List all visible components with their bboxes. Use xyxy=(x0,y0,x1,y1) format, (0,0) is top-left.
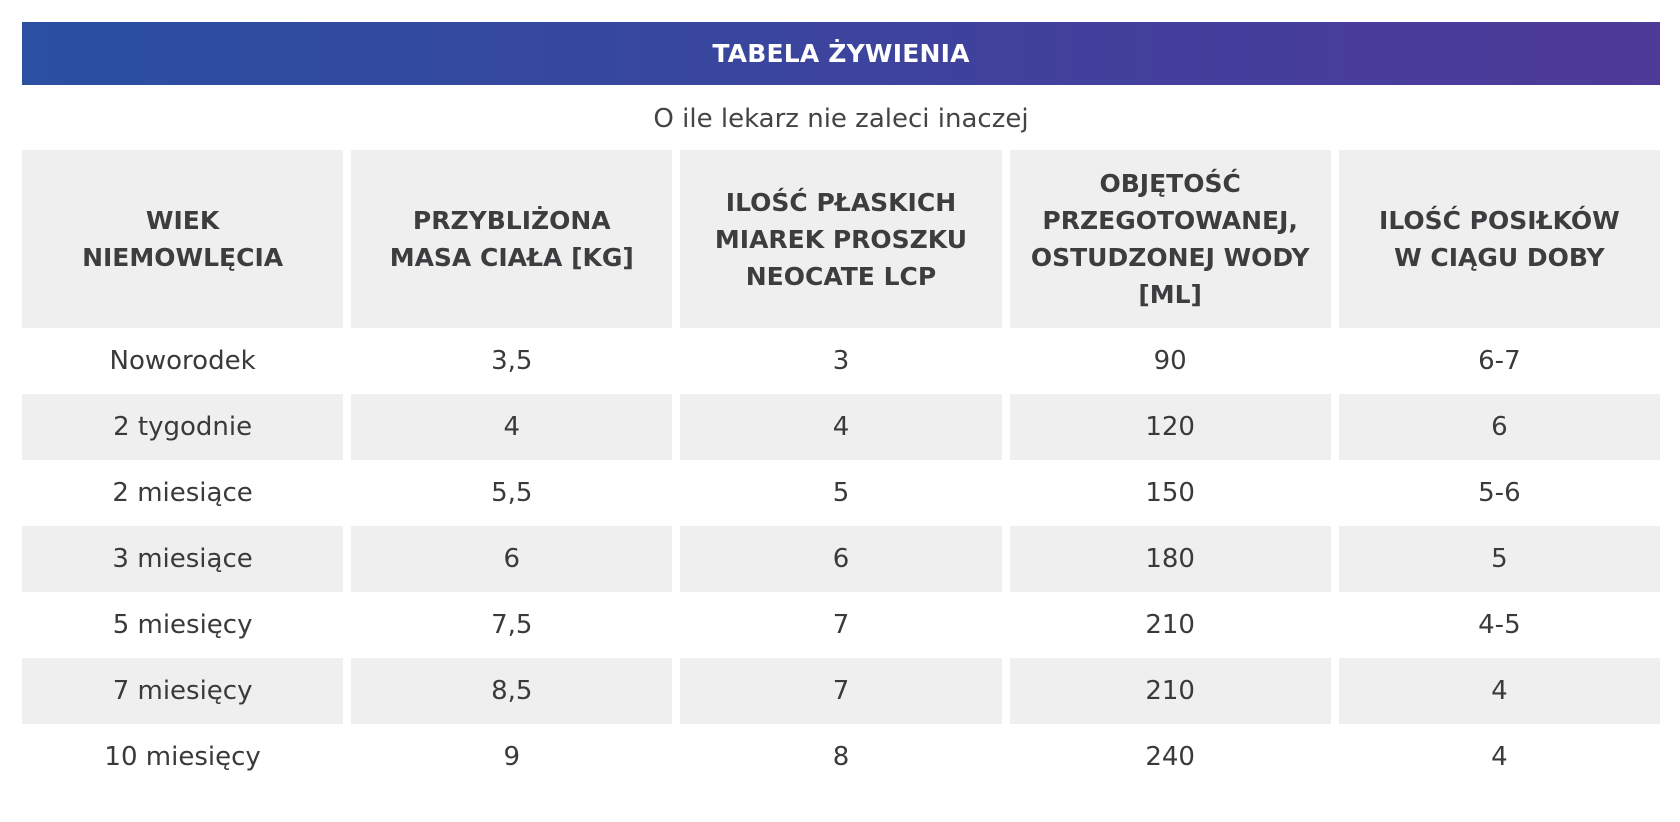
cell-age: 7 miesięcy xyxy=(22,658,343,724)
column-header-weight: PRZYBLIŻONA MASA CIAŁA [KG] xyxy=(351,150,672,328)
cell-water-volume: 120 xyxy=(1010,394,1331,460)
table-title-banner xyxy=(22,22,1660,85)
cell-water-volume: 180 xyxy=(1010,526,1331,592)
cell-age: 3 miesiące xyxy=(22,526,343,592)
cell-water-volume: 240 xyxy=(1145,742,1195,772)
cell-weight: 9 xyxy=(503,742,521,772)
cell-scoops: 8 xyxy=(832,742,850,772)
column-header-water-volume: OBJĘTOŚĆ PRZEGOTOWANEJ, OSTUDZONEJ WODY [ML] xyxy=(1010,150,1331,328)
cell-water-volume: 210 xyxy=(1145,610,1195,640)
column-header-scoops: ILOŚĆ PŁASKICH MIAREK PROSZKU NEOCATE LCP xyxy=(680,150,1001,328)
cell-scoops: 6 xyxy=(680,526,1001,592)
column-header-meals-per-day: ILOŚĆ POSIŁKÓW W CIĄGU DOBY xyxy=(1339,150,1660,328)
table-header xyxy=(22,150,1660,328)
cell-water-volume: 150 xyxy=(1145,478,1195,508)
table-row xyxy=(22,394,1660,460)
cell-weight: 8,5 xyxy=(351,658,672,724)
table-row xyxy=(22,592,1660,658)
cell-scoops: 3 xyxy=(832,346,850,376)
cell-weight: 3,5 xyxy=(491,346,533,376)
table-body xyxy=(22,328,1660,790)
cell-age: 2 miesiące xyxy=(112,478,253,508)
header-row xyxy=(22,150,1660,328)
cell-age: Noworodek xyxy=(109,346,256,376)
table-title: TABELA ŻYWIENIA xyxy=(712,39,970,68)
table-row xyxy=(22,724,1660,790)
cell-water-volume: 210 xyxy=(1010,658,1331,724)
cell-meals-per-day: 5 xyxy=(1339,526,1660,592)
cell-weight: 6 xyxy=(351,526,672,592)
cell-scoops: 4 xyxy=(680,394,1001,460)
cell-weight: 5,5 xyxy=(491,478,533,508)
feeding-table xyxy=(14,150,1668,790)
cell-meals-per-day: 5-6 xyxy=(1478,478,1521,508)
table-row xyxy=(22,460,1660,526)
cell-age: 2 tygodnie xyxy=(22,394,343,460)
cell-meals-per-day: 6-7 xyxy=(1478,346,1521,376)
column-header-age: WIEK NIEMOWLĘCIA xyxy=(22,150,343,328)
cell-water-volume: 90 xyxy=(1153,346,1187,376)
cell-scoops: 5 xyxy=(832,478,850,508)
cell-meals-per-day: 4 xyxy=(1491,742,1508,772)
table-row xyxy=(22,658,1660,724)
cell-scoops: 7 xyxy=(680,658,1001,724)
cell-scoops: 7 xyxy=(832,610,850,640)
cell-weight: 7,5 xyxy=(491,610,533,640)
cell-age: 5 miesięcy xyxy=(112,610,253,640)
cell-meals-per-day: 6 xyxy=(1339,394,1660,460)
cell-weight: 4 xyxy=(351,394,672,460)
table-subtitle: O ile lekarz nie zaleci inaczej xyxy=(653,104,1029,134)
cell-age: 10 miesięcy xyxy=(104,742,261,772)
cell-meals-per-day: 4-5 xyxy=(1478,610,1521,640)
table-row xyxy=(22,328,1660,394)
table-row xyxy=(22,526,1660,592)
cell-meals-per-day: 4 xyxy=(1339,658,1660,724)
